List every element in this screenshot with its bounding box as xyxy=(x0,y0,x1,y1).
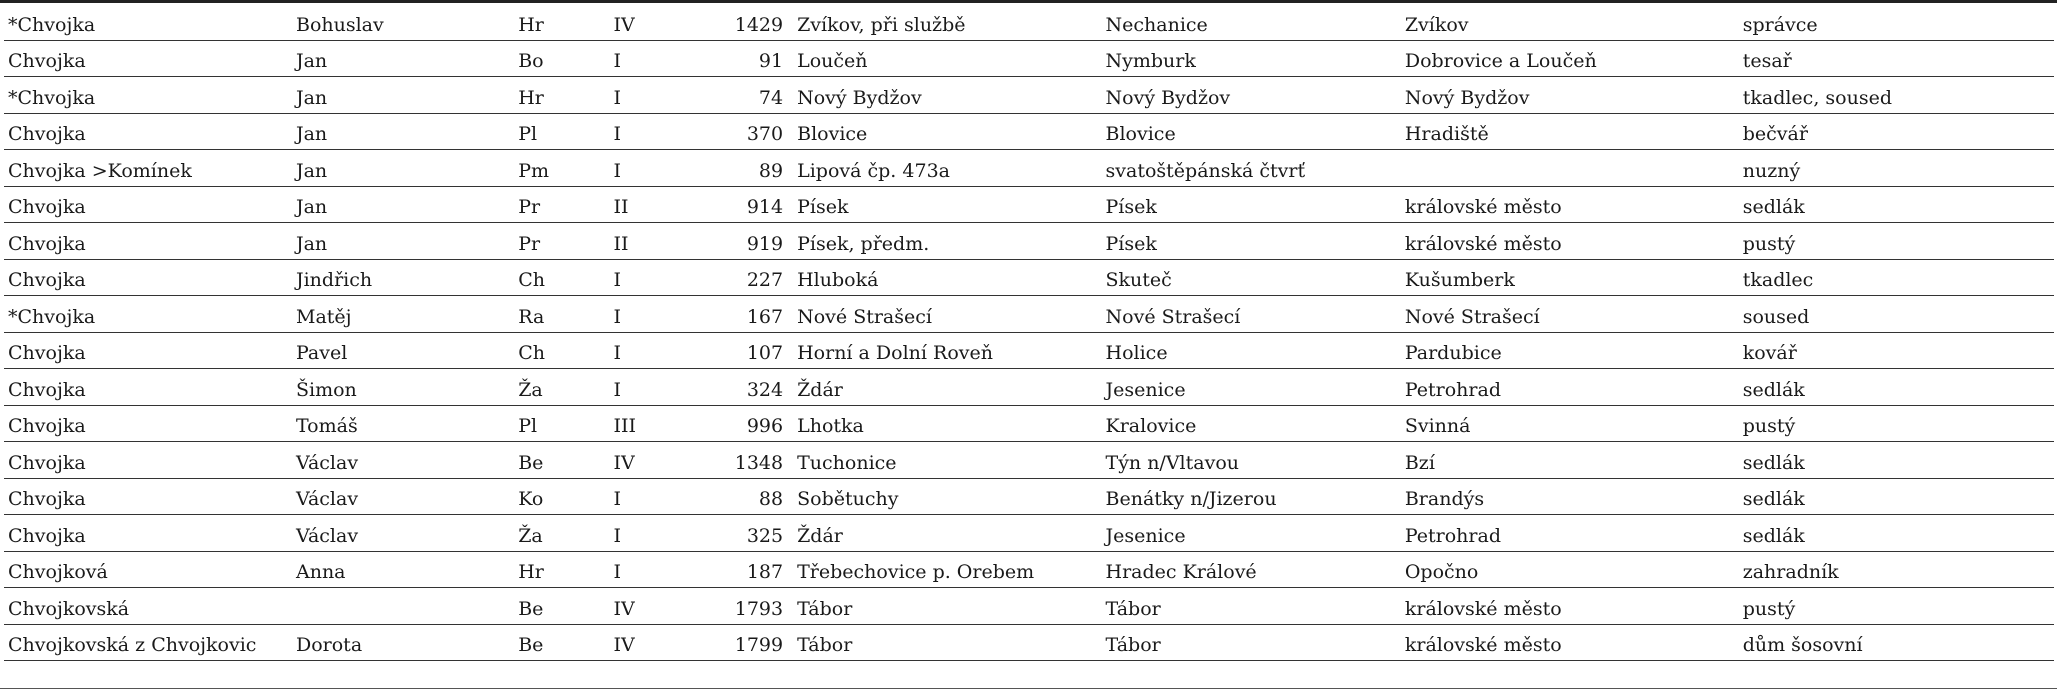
domain-cell: Kralovice xyxy=(1102,405,1401,442)
region-cell: Pl xyxy=(514,113,609,150)
occupation-cell: bečvář xyxy=(1739,113,2054,150)
occupation-cell: správce xyxy=(1739,4,2054,40)
region-cell: Ža xyxy=(514,369,609,406)
table-row xyxy=(4,186,2054,223)
place-cell: Tábor xyxy=(793,588,1101,625)
surname-cell: Chvojka xyxy=(4,332,292,369)
estate-cell: Bzí xyxy=(1401,442,1739,479)
place-cell: Písek xyxy=(793,186,1101,223)
surname-cell: Chvojkovská z Chvojkovic xyxy=(4,624,292,661)
place-cell: Horní a Dolní Roveň xyxy=(793,332,1101,369)
table-row xyxy=(4,588,2054,625)
volume-cell: I xyxy=(609,551,693,588)
estate-cell: Petrohrad xyxy=(1401,369,1739,406)
volume-cell: I xyxy=(609,150,693,187)
place-cell: Sobětuchy xyxy=(793,478,1101,515)
surname-cell: Chvojka xyxy=(4,186,292,223)
table-row xyxy=(4,223,2054,260)
surname-cell: Chvojka xyxy=(4,259,292,296)
place-cell: Třebechovice p. Orebem xyxy=(793,551,1101,588)
bottom-rule xyxy=(0,688,2057,689)
place-cell: Zvíkov, při službě xyxy=(793,4,1101,40)
page-cell: 1348 xyxy=(693,442,793,479)
volume-cell: II xyxy=(609,223,693,260)
volume-cell: IV xyxy=(609,624,693,661)
place-cell: Ždár xyxy=(793,515,1101,552)
region-cell: Ch xyxy=(514,332,609,369)
page-cell: 325 xyxy=(693,515,793,552)
estate-cell: královské město xyxy=(1401,624,1739,661)
surname-cell: Chvojka xyxy=(4,40,292,77)
name-cell: Jan xyxy=(292,150,514,187)
estate-cell xyxy=(1401,150,1739,187)
name-cell: Anna xyxy=(292,551,514,588)
table-row xyxy=(4,296,2054,333)
region-cell: Pm xyxy=(514,150,609,187)
estate-cell: Pardubice xyxy=(1401,332,1739,369)
table-row xyxy=(4,442,2054,479)
volume-cell: I xyxy=(609,40,693,77)
volume-cell: II xyxy=(609,186,693,223)
occupation-cell: kovář xyxy=(1739,332,2054,369)
domain-cell: Jesenice xyxy=(1102,515,1401,552)
estate-cell: Nové Strašecí xyxy=(1401,296,1739,333)
volume-cell: I xyxy=(609,478,693,515)
domain-cell: Nové Strašecí xyxy=(1102,296,1401,333)
occupation-cell: sedlák xyxy=(1739,515,2054,552)
table-row xyxy=(4,478,2054,515)
volume-cell: I xyxy=(609,369,693,406)
table-row xyxy=(4,405,2054,442)
occupation-cell: tesař xyxy=(1739,40,2054,77)
page-cell: 370 xyxy=(693,113,793,150)
page-cell: 167 xyxy=(693,296,793,333)
region-cell: Pr xyxy=(514,186,609,223)
page-cell: 88 xyxy=(693,478,793,515)
region-cell: Hr xyxy=(514,77,609,114)
place-cell: Lipová čp. 473a xyxy=(793,150,1101,187)
page-cell: 227 xyxy=(693,259,793,296)
volume-cell: I xyxy=(609,259,693,296)
place-cell: Hluboká xyxy=(793,259,1101,296)
domain-cell: Nechanice xyxy=(1102,4,1401,40)
page-cell: 324 xyxy=(693,369,793,406)
table-row xyxy=(4,551,2054,588)
page-cell: 91 xyxy=(693,40,793,77)
domain-cell: Nový Bydžov xyxy=(1102,77,1401,114)
occupation-cell: sedlák xyxy=(1739,186,2054,223)
region-cell: Be xyxy=(514,588,609,625)
surname-cell: Chvojka xyxy=(4,442,292,479)
place-cell: Tuchonice xyxy=(793,442,1101,479)
table-row xyxy=(4,515,2054,552)
place-cell: Loučeň xyxy=(793,40,1101,77)
volume-cell: I xyxy=(609,113,693,150)
table-row xyxy=(4,150,2054,187)
domain-cell: Blovice xyxy=(1102,113,1401,150)
domain-cell: Písek xyxy=(1102,186,1401,223)
region-cell: Be xyxy=(514,442,609,479)
name-cell: Jan xyxy=(292,186,514,223)
region-cell: Ko xyxy=(514,478,609,515)
region-cell: Be xyxy=(514,624,609,661)
region-cell: Pr xyxy=(514,223,609,260)
occupation-cell: nuzný xyxy=(1739,150,2054,187)
name-cell: Václav xyxy=(292,515,514,552)
domain-cell: Skuteč xyxy=(1102,259,1401,296)
occupation-cell: sedlák xyxy=(1739,442,2054,479)
name-cell: Bohuslav xyxy=(292,4,514,40)
name-cell: Šimon xyxy=(292,369,514,406)
estate-cell: Nový Bydžov xyxy=(1401,77,1739,114)
region-cell: Ža xyxy=(514,515,609,552)
name-cell: Jan xyxy=(292,77,514,114)
volume-cell: I xyxy=(609,515,693,552)
place-cell: Tábor xyxy=(793,624,1101,661)
occupation-cell: pustý xyxy=(1739,223,2054,260)
table-row xyxy=(4,77,2054,114)
occupation-cell: zahradník xyxy=(1739,551,2054,588)
surname-cell: Chvojka xyxy=(4,223,292,260)
name-cell: Jan xyxy=(292,223,514,260)
occupation-cell: dům šosovní xyxy=(1739,624,2054,661)
region-cell: Hr xyxy=(514,4,609,40)
place-cell: Lhotka xyxy=(793,405,1101,442)
surname-cell: Chvojková xyxy=(4,551,292,588)
name-cell: Dorota xyxy=(292,624,514,661)
register-table-body xyxy=(4,4,2054,661)
domain-cell: Tábor xyxy=(1102,624,1401,661)
estate-cell: královské město xyxy=(1401,588,1739,625)
table-row xyxy=(4,624,2054,661)
name-cell: Jindřich xyxy=(292,259,514,296)
volume-cell: IV xyxy=(609,588,693,625)
name-cell xyxy=(292,588,514,625)
region-cell: Ra xyxy=(514,296,609,333)
page-cell: 1799 xyxy=(693,624,793,661)
place-cell: Blovice xyxy=(793,113,1101,150)
surname-cell: Chvojka >Komínek xyxy=(4,150,292,187)
table-row xyxy=(4,40,2054,77)
region-cell: Hr xyxy=(514,551,609,588)
surname-cell: Chvojka xyxy=(4,405,292,442)
table-row xyxy=(4,369,2054,406)
domain-cell: svatoštěpánská čtvrť xyxy=(1102,150,1401,187)
page-cell: 107 xyxy=(693,332,793,369)
place-cell: Nový Bydžov xyxy=(793,77,1101,114)
occupation-cell: tkadlec xyxy=(1739,259,2054,296)
occupation-cell: sedlák xyxy=(1739,369,2054,406)
page-cell: 1429 xyxy=(693,4,793,40)
page-cell: 914 xyxy=(693,186,793,223)
register-table xyxy=(4,4,2054,661)
estate-cell: Svinná xyxy=(1401,405,1739,442)
domain-cell: Holice xyxy=(1102,332,1401,369)
volume-cell: I xyxy=(609,296,693,333)
domain-cell: Týn n/Vltavou xyxy=(1102,442,1401,479)
estate-cell: královské město xyxy=(1401,223,1739,260)
table-row xyxy=(4,113,2054,150)
top-rule xyxy=(0,0,2057,3)
occupation-cell: tkadlec, soused xyxy=(1739,77,2054,114)
surname-cell: *Chvojka xyxy=(4,77,292,114)
page-cell: 74 xyxy=(693,77,793,114)
domain-cell: Tábor xyxy=(1102,588,1401,625)
surname-cell: Chvojkovská xyxy=(4,588,292,625)
occupation-cell: sedlák xyxy=(1739,478,2054,515)
occupation-cell: pustý xyxy=(1739,588,2054,625)
estate-cell: Opočno xyxy=(1401,551,1739,588)
estate-cell: Brandýs xyxy=(1401,478,1739,515)
name-cell: Jan xyxy=(292,40,514,77)
region-cell: Pl xyxy=(514,405,609,442)
table-row xyxy=(4,4,2054,40)
page-cell: 187 xyxy=(693,551,793,588)
page-cell: 996 xyxy=(693,405,793,442)
volume-cell: I xyxy=(609,332,693,369)
page-cell: 919 xyxy=(693,223,793,260)
estate-cell: Dobrovice a Loučeň xyxy=(1401,40,1739,77)
volume-cell: IV xyxy=(609,4,693,40)
estate-cell: Petrohrad xyxy=(1401,515,1739,552)
region-cell: Bo xyxy=(514,40,609,77)
surname-cell: *Chvojka xyxy=(4,296,292,333)
region-cell: Ch xyxy=(514,259,609,296)
domain-cell: Hradec Králové xyxy=(1102,551,1401,588)
estate-cell: Hradiště xyxy=(1401,113,1739,150)
surname-cell: *Chvojka xyxy=(4,4,292,40)
name-cell: Václav xyxy=(292,442,514,479)
table-row xyxy=(4,332,2054,369)
page-cell: 89 xyxy=(693,150,793,187)
domain-cell: Písek xyxy=(1102,223,1401,260)
volume-cell: IV xyxy=(609,442,693,479)
name-cell: Jan xyxy=(292,113,514,150)
domain-cell: Jesenice xyxy=(1102,369,1401,406)
estate-cell: Kušumberk xyxy=(1401,259,1739,296)
occupation-cell: pustý xyxy=(1739,405,2054,442)
estate-cell: Zvíkov xyxy=(1401,4,1739,40)
page-cell: 1793 xyxy=(693,588,793,625)
name-cell: Václav xyxy=(292,478,514,515)
volume-cell: III xyxy=(609,405,693,442)
name-cell: Matěj xyxy=(292,296,514,333)
surname-cell: Chvojka xyxy=(4,369,292,406)
name-cell: Tomáš xyxy=(292,405,514,442)
domain-cell: Nymburk xyxy=(1102,40,1401,77)
volume-cell: I xyxy=(609,77,693,114)
place-cell: Nové Strašecí xyxy=(793,296,1101,333)
place-cell: Písek, předm. xyxy=(793,223,1101,260)
domain-cell: Benátky n/Jizerou xyxy=(1102,478,1401,515)
estate-cell: královské město xyxy=(1401,186,1739,223)
table-row xyxy=(4,259,2054,296)
name-cell: Pavel xyxy=(292,332,514,369)
surname-cell: Chvojka xyxy=(4,515,292,552)
surname-cell: Chvojka xyxy=(4,478,292,515)
surname-cell: Chvojka xyxy=(4,113,292,150)
occupation-cell: soused xyxy=(1739,296,2054,333)
place-cell: Ždár xyxy=(793,369,1101,406)
